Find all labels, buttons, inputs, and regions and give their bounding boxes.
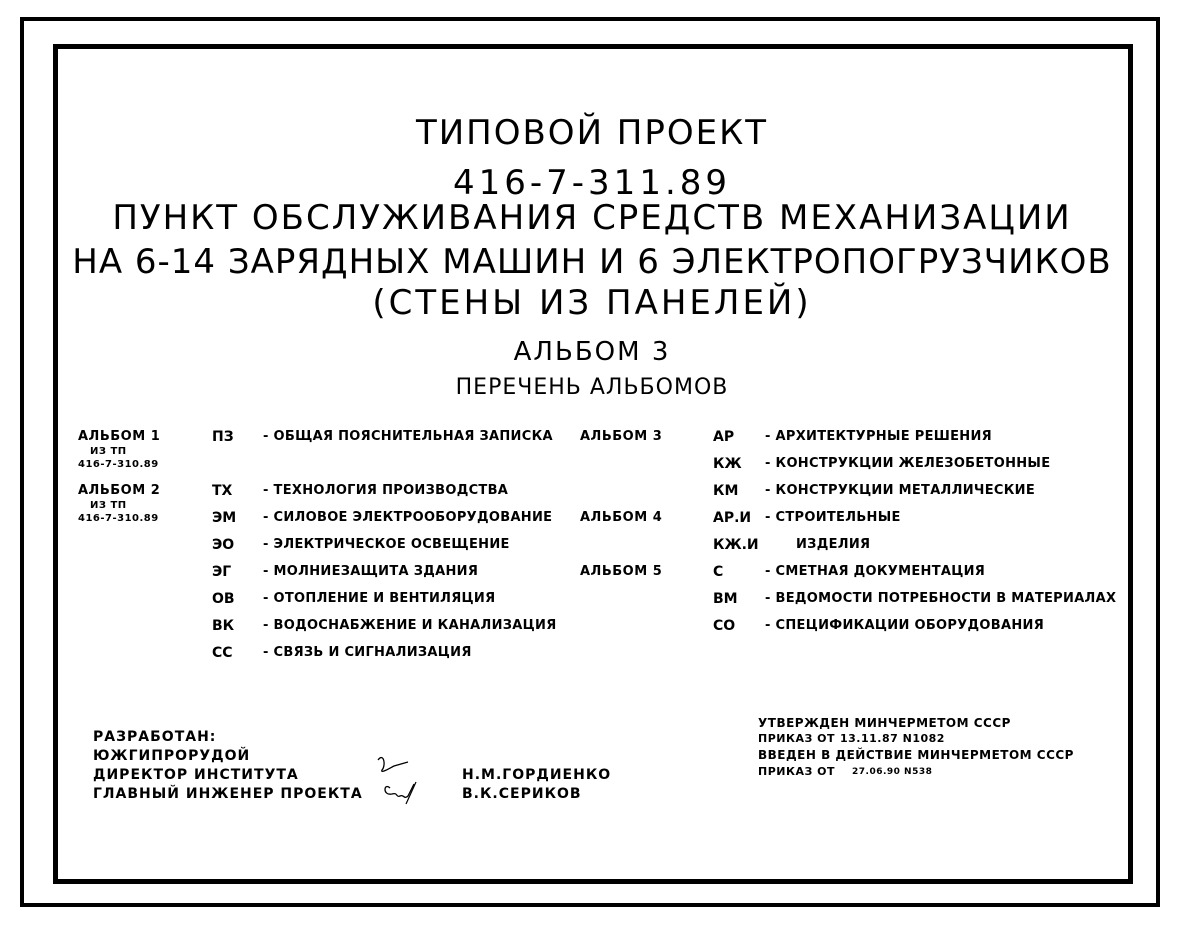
section-description: - СМЕТНАЯ ДОКУМЕНТАЦИЯ: [765, 564, 986, 579]
section-code: СС: [212, 645, 233, 661]
section-code: ЭГ: [212, 564, 232, 580]
album-source: ИЗ ТП: [90, 446, 127, 457]
approval-order-value: 13.11.87 N1082: [840, 732, 945, 745]
section-code: ОВ: [212, 591, 235, 607]
project-number: 416-7-311.89: [452, 163, 732, 203]
project-type-title: ТИПОВОЙ ПРОЕКТ: [415, 113, 769, 153]
project-name-line1: ПУНКТ ОБСЛУЖИВАНИЯ СРЕДСТВ МЕХАНИЗАЦИИ: [112, 198, 1072, 238]
album-label: АЛЬБОМ 1: [78, 429, 161, 444]
section-code: АР: [713, 429, 735, 445]
project-name-line3: (СТЕНЫ ИЗ ПАНЕЛЕЙ): [372, 283, 812, 323]
section-description: - ТЕХНОЛОГИЯ ПРОИЗВОДСТВА: [263, 483, 509, 498]
section-code: С: [713, 564, 724, 580]
approval-order-label: ПРИКАЗ ОТ: [758, 732, 835, 745]
section-code: ТХ: [212, 483, 233, 499]
section-code: ЭМ: [212, 510, 237, 526]
section-code: СО: [713, 618, 736, 634]
section-description: - КОНСТРУКЦИИ МЕТАЛЛИЧЕСКИЕ: [765, 483, 1036, 498]
approval-line: УТВЕРЖДЕН МИНЧЕРМЕТОМ СССР: [758, 716, 1011, 730]
project-name-line2: НА 6-14 ЗАРЯДНЫХ МАШИН И 6 ЭЛЕКТРОПОГРУЗЧИКОВ: [72, 242, 1112, 282]
section-description: - ОБЩАЯ ПОЯСНИТЕЛЬНАЯ ЗАПИСКА: [263, 429, 553, 444]
section-description: - СТРОИТЕЛЬНЫЕ: [765, 510, 901, 525]
director-name: Н.М.ГОРДИЕНКО: [462, 767, 612, 783]
section-description: - СВЯЗЬ И СИГНАЛИЗАЦИЯ: [263, 645, 472, 660]
section-code: КЖ.И: [713, 537, 759, 553]
section-description: - СПЕЦИФИКАЦИИ ОБОРУДОВАНИЯ: [765, 618, 1044, 633]
album-source: ИЗ ТП: [90, 500, 127, 511]
album-label: АЛЬБОМ 5: [580, 564, 663, 579]
album-label: АЛЬБОМ 3: [580, 429, 663, 444]
section-code: КЖ: [713, 456, 742, 472]
chief-engineer-name: В.К.СЕРИКОВ: [462, 786, 582, 802]
section-code: КМ: [713, 483, 739, 499]
section-description: - АРХИТЕКТУРНЫЕ РЕШЕНИЯ: [765, 429, 992, 444]
section-description: - ВЕДОМОСТИ ПОТРЕБНОСТИ В МАТЕРИАЛАХ: [765, 591, 1117, 606]
album-source-ref: 416-7-310.89: [78, 459, 159, 470]
section-code: ВК: [212, 618, 235, 634]
section-description: ИЗДЕЛИЯ: [796, 537, 871, 552]
chief-engineer-title: ГЛАВНЫЙ ИНЖЕНЕР ПРОЕКТА: [93, 786, 363, 802]
enactment-line: ВВЕДЕН В ДЕЙСТВИЕ МИНЧЕРМЕТОМ СССР: [758, 748, 1074, 762]
section-description: - КОНСТРУКЦИИ ЖЕЛЕЗОБЕТОННЫЕ: [765, 456, 1051, 471]
handwritten-signature: [370, 748, 440, 818]
developed-by-block: [93, 728, 363, 804]
enactment-order-value: 27.06.90 N538: [852, 767, 933, 777]
section-description: - ОТОПЛЕНИЕ И ВЕНТИЛЯЦИЯ: [263, 591, 496, 606]
developed-label: РАЗРАБОТАН:: [93, 729, 217, 745]
album-source-ref: 416-7-310.89: [78, 513, 159, 524]
director-title: ДИРЕКТОР ИНСТИТУТА: [93, 767, 299, 783]
album-label: АЛЬБОМ 2: [78, 483, 161, 498]
section-description: - МОЛНИЕЗАЩИТА ЗДАНИЯ: [263, 564, 479, 579]
section-code: ПЗ: [212, 429, 234, 445]
album-list-heading: ПЕРЕЧЕНЬ АЛЬБОМОВ: [455, 375, 729, 400]
section-code: АР.И: [713, 510, 752, 526]
section-description: - ВОДОСНАБЖЕНИЕ И КАНАЛИЗАЦИЯ: [263, 618, 557, 633]
album-number: АЛЬБОМ 3: [513, 337, 671, 367]
developer-org: ЮЖГИПРОРУДОЙ: [93, 748, 251, 764]
section-description: - СИЛОВОЕ ЭЛЕКТРООБОРУДОВАНИЕ: [263, 510, 553, 525]
enactment-order-label: ПРИКАЗ ОТ: [758, 765, 835, 778]
section-description: - ЭЛЕКТРИЧЕСКОЕ ОСВЕЩЕНИЕ: [263, 537, 510, 552]
album-label: АЛЬБОМ 4: [580, 510, 663, 525]
section-code: ЭО: [212, 537, 235, 553]
signatory-names: [462, 766, 611, 804]
section-code: ВМ: [713, 591, 738, 607]
